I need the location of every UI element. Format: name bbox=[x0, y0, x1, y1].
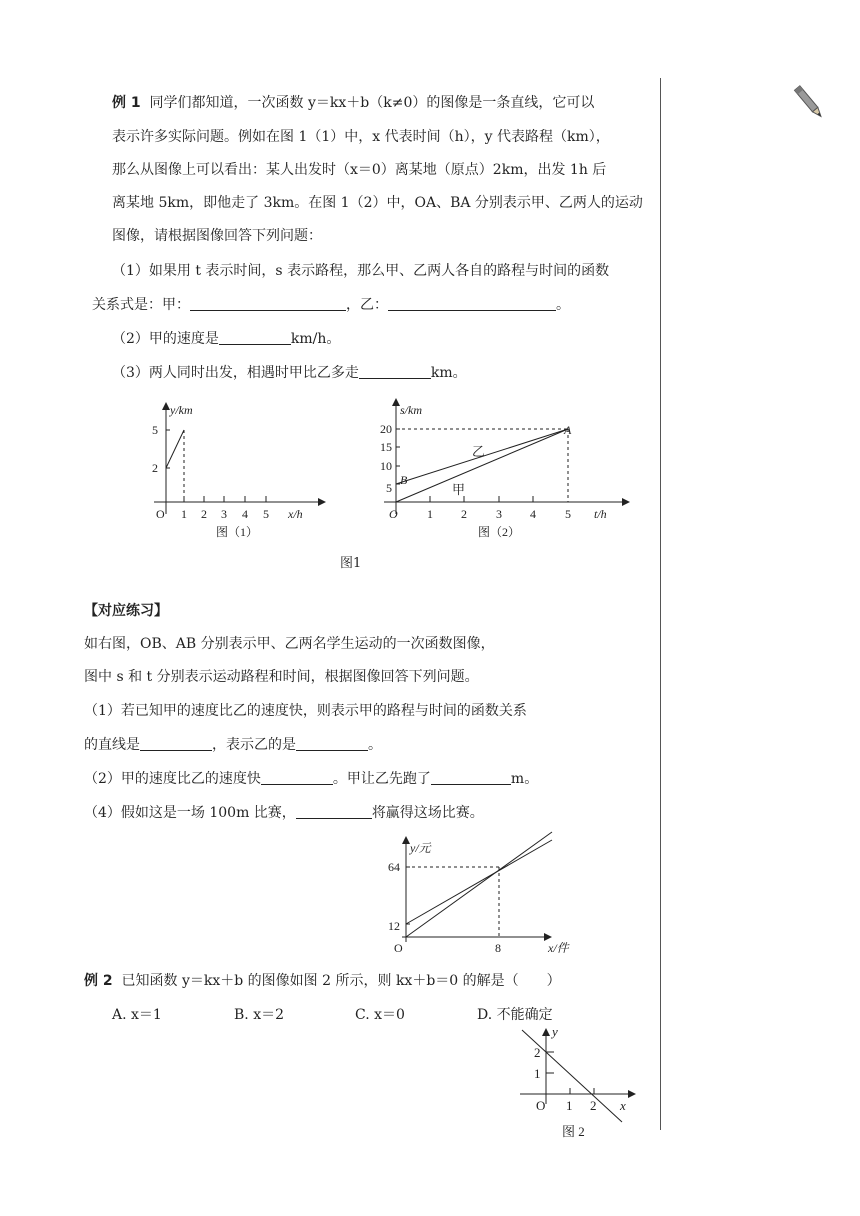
pq2-middle: 。甲让乙先跑了 bbox=[332, 771, 431, 787]
figure-caption: 图（1） bbox=[216, 525, 259, 539]
q3-prefix: （3）两人同时出发，相遇时甲比乙多走 bbox=[112, 365, 359, 381]
x-axis-label: t/h bbox=[594, 507, 607, 521]
x-axis-label: x bbox=[620, 1098, 626, 1113]
answer-blank-jia[interactable] bbox=[190, 296, 346, 311]
practice-q4 bbox=[84, 802, 484, 822]
x-tick: 1 bbox=[427, 507, 433, 521]
x-tick: 4 bbox=[530, 507, 536, 521]
ex1-q1-line-1: （1）如果用 t 表示时间，s 表示路程，那么甲、乙两人各自的路程与时间的函数 bbox=[112, 263, 610, 279]
practice-q1-line-2 bbox=[84, 734, 382, 754]
pq2-end: m。 bbox=[510, 771, 539, 787]
y-axis-label: y bbox=[552, 1024, 558, 1039]
ex1-line-4: 离某地 5km，即他走了 3km。在图 1（2）中，OA、BA 分别表示甲、乙两人的运动 bbox=[112, 195, 643, 211]
answer-blank-faster[interactable] bbox=[261, 770, 333, 785]
option-b[interactable]: B. x＝2 bbox=[234, 1007, 284, 1023]
answer-blank-jia-line[interactable] bbox=[140, 736, 212, 751]
ex1-line-5: 图像，请根据图像回答下列问题： bbox=[112, 228, 322, 244]
x-axis-label: x/h bbox=[288, 507, 303, 521]
pq1-end: 。 bbox=[368, 737, 382, 753]
line-label-jia: 甲 bbox=[452, 482, 466, 497]
answer-blank-speed[interactable] bbox=[219, 330, 291, 345]
figure-caption: 图（2） bbox=[478, 525, 521, 539]
x-tick: 5 bbox=[565, 507, 571, 521]
x-tick: 5 bbox=[263, 507, 269, 521]
origin-label: O bbox=[394, 941, 403, 955]
x-tick: 1 bbox=[566, 1098, 573, 1113]
figure-1-graph bbox=[140, 396, 340, 542]
practice-title: 【对应练习】 bbox=[84, 603, 168, 619]
x-tick: 4 bbox=[242, 507, 248, 521]
y-tick: 2 bbox=[534, 1045, 541, 1060]
line-label-yi: 乙 bbox=[472, 444, 486, 459]
ex1-label: 例 1 bbox=[112, 95, 141, 111]
y-tick: 5 bbox=[152, 423, 158, 437]
option-c[interactable]: C. x＝0 bbox=[355, 1007, 405, 1023]
pq2-prefix: （2）甲的速度比乙的速度快 bbox=[84, 771, 261, 787]
line-oa-jia bbox=[396, 429, 568, 502]
y-axis-label: y/km bbox=[170, 403, 193, 417]
ex2-question bbox=[84, 970, 561, 990]
pq1-prefix: 的直线是 bbox=[84, 737, 140, 753]
y-tick: 5 bbox=[386, 481, 392, 495]
figure-3-graph bbox=[382, 830, 602, 958]
answer-blank-distance[interactable] bbox=[359, 364, 431, 379]
margin-rule bbox=[660, 78, 661, 1130]
y-axis-label: y/元 bbox=[410, 841, 431, 855]
practice-line-1: 如右图，OB、AB 分别表示甲、乙两名学生运动的一次函数图像， bbox=[84, 636, 495, 652]
point-b-label: B bbox=[400, 473, 408, 487]
y-tick: 10 bbox=[380, 459, 392, 473]
answer-blank-winner[interactable] bbox=[296, 804, 372, 819]
ex1-q2 bbox=[112, 328, 340, 348]
ex1-line-1 bbox=[112, 92, 594, 112]
origin-label: O bbox=[389, 507, 398, 521]
q1-prefix: 关系式是：甲： bbox=[92, 297, 190, 313]
ex1-q1-line-2 bbox=[92, 294, 570, 314]
y-tick: 1 bbox=[534, 1066, 541, 1081]
pencil-icon[interactable] bbox=[792, 84, 826, 122]
figure-2-graph bbox=[372, 396, 634, 542]
option-d[interactable]: D. 不能确定 bbox=[477, 1007, 553, 1023]
q2-prefix: （2）甲的速度是 bbox=[112, 331, 219, 347]
x-tick: 3 bbox=[221, 507, 227, 521]
y-axis-label: s/km bbox=[400, 403, 422, 417]
practice-q1-line-1: （1）若已知甲的速度比乙的速度快，则表示甲的路程与时间的函数关系 bbox=[84, 703, 527, 719]
origin-label: O bbox=[536, 1098, 546, 1113]
ex1-q3 bbox=[112, 362, 467, 382]
x-tick: 3 bbox=[496, 507, 502, 521]
y-tick: 15 bbox=[380, 440, 392, 454]
option-a[interactable]: A. x＝1 bbox=[112, 1007, 162, 1023]
q3-end: km。 bbox=[430, 365, 467, 381]
figure-caption: 图 2 bbox=[562, 1124, 585, 1139]
y-tick: 12 bbox=[388, 919, 400, 933]
y-tick: 64 bbox=[388, 860, 400, 874]
pq4-prefix: （4）假如这是一场 100m 比赛， bbox=[84, 805, 296, 821]
y-tick: 20 bbox=[380, 422, 392, 436]
ex2-text: 已知函数 y＝kx＋b 的图像如图 2 所示，则 kx＋b＝0 的解是（ ） bbox=[121, 973, 561, 989]
answer-blank-yi[interactable] bbox=[388, 296, 556, 311]
x-tick: 2 bbox=[590, 1098, 597, 1113]
pq4-end: 将赢得这场比赛。 bbox=[371, 805, 484, 821]
x-tick: 2 bbox=[461, 507, 467, 521]
ex2-label: 例 2 bbox=[84, 973, 113, 989]
practice-line-2: 图中 s 和 t 分别表示运动路程和时间，根据图像回答下列问题。 bbox=[84, 669, 479, 685]
q1-middle: ，乙： bbox=[346, 297, 388, 313]
y-tick: 2 bbox=[152, 461, 158, 475]
figure-4-graph bbox=[514, 1022, 642, 1146]
practice-q2 bbox=[84, 768, 538, 788]
answer-blank-head-start[interactable] bbox=[431, 770, 511, 785]
q2-end: km/h。 bbox=[290, 331, 341, 347]
ex1-text-1: 同学们都知道，一次函数 y＝kx＋b（k≠0）的图像是一条直线，它可以 bbox=[149, 95, 595, 111]
pq1-middle: ，表示乙的是 bbox=[212, 737, 296, 753]
point-a-label: A bbox=[564, 423, 572, 437]
q1-end: 。 bbox=[556, 297, 570, 313]
x-tick: 2 bbox=[201, 507, 207, 521]
figure-1-caption: 图1 bbox=[340, 556, 362, 571]
ex1-line-3: 那么从图像上可以看出：某人出发时（x＝0）离某地（原点）2km，出发 1h 后 bbox=[112, 162, 607, 178]
ex1-line-2: 表示许多实际问题。例如在图 1（1）中，x 代表时间（h），y 代表路程（km）， bbox=[112, 129, 610, 145]
x-tick: 1 bbox=[181, 507, 187, 521]
x-tick: 8 bbox=[495, 941, 501, 955]
x-axis-label: x/件 bbox=[548, 941, 569, 955]
origin-label: O bbox=[156, 507, 165, 521]
graph-line bbox=[166, 430, 184, 468]
answer-blank-yi-line[interactable] bbox=[296, 736, 368, 751]
